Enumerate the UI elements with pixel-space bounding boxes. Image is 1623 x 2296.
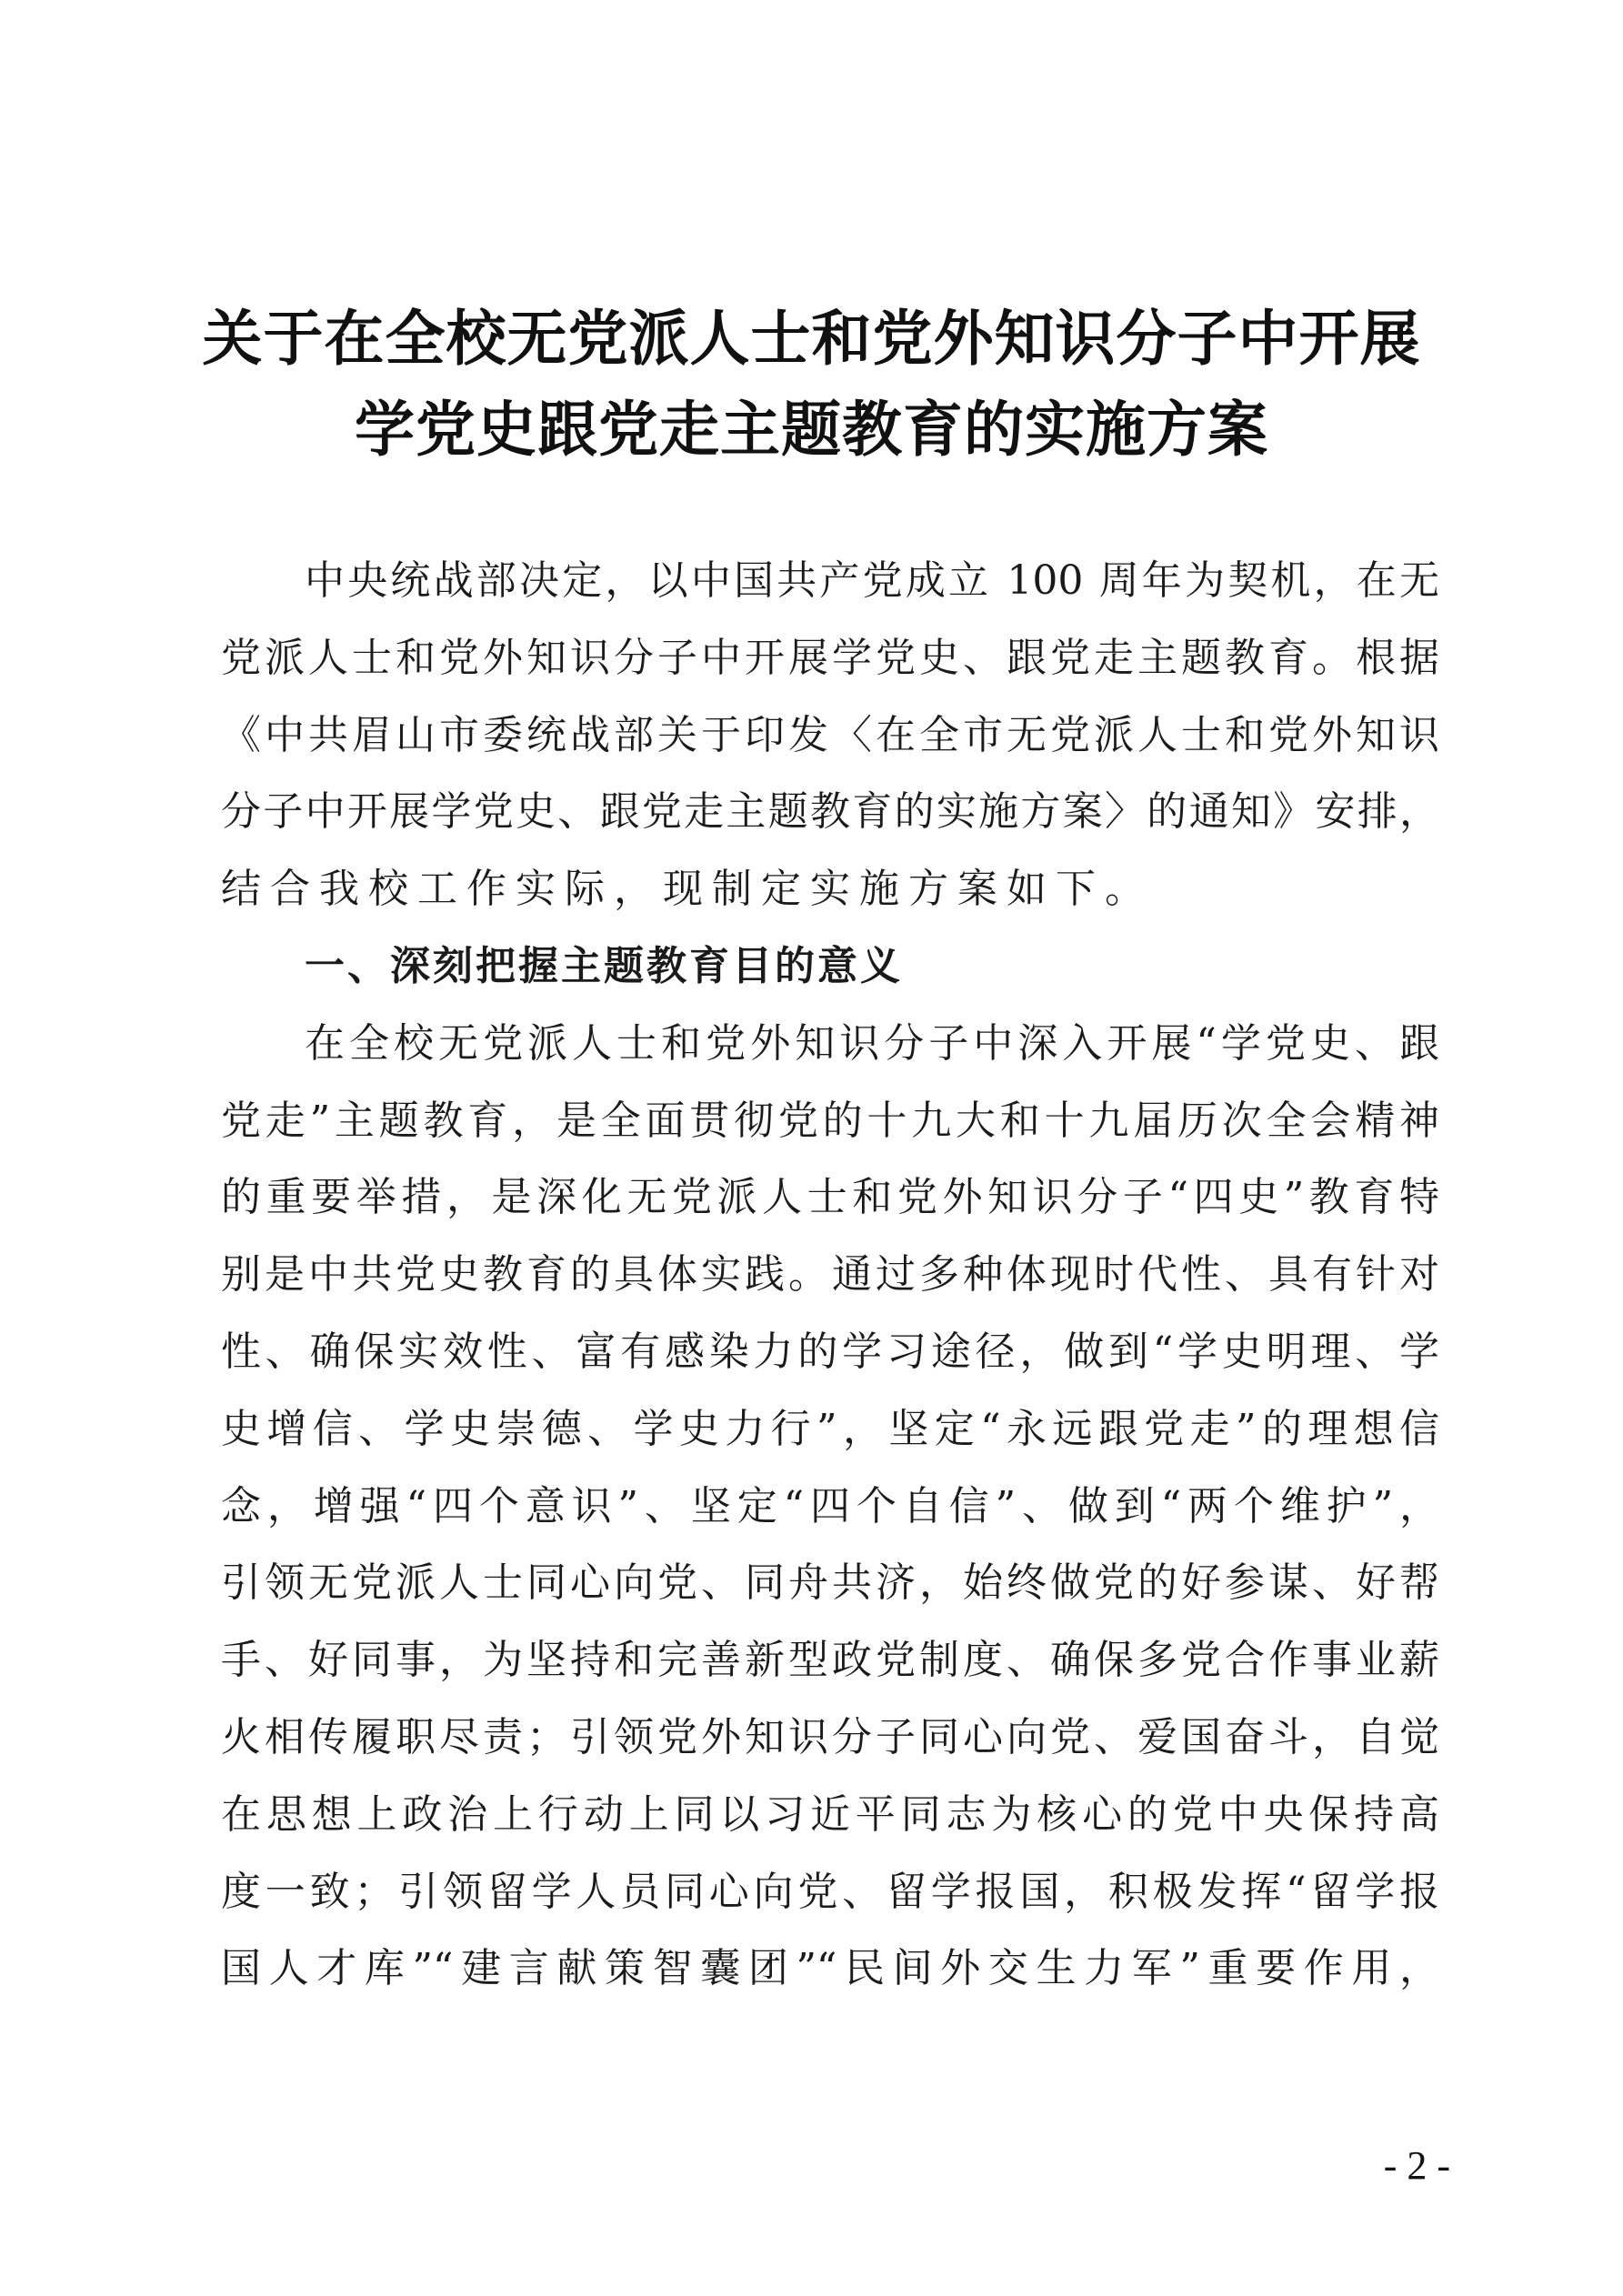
paragraph-line: 《中共眉山市委统战部关于印发〈在全市无党派人士和党外知识: [221, 711, 1439, 758]
paragraph-line: 度一致；引领留学人员同心向党、留学报国，积极发挥“留学报: [221, 1868, 1439, 1915]
paragraph-line: 念，增强“四个意识”、坚定“四个自信”、做到“两个维护”，: [221, 1482, 1439, 1529]
paragraph-line: 国人才库”“建言献策智囊团”“民间外交生力军”重要作用，: [221, 1945, 1439, 1992]
paragraph-line: 在全校无党派人士和党外知识分子中深入开展“学党史、跟: [305, 1019, 1439, 1067]
paragraph-line: 分子中开展学党史、跟党走主题教育的实施方案〉的通知》安排，: [221, 788, 1439, 836]
section-heading: 一、深刻把握主题教育目的意义: [305, 942, 903, 989]
paragraph-line: 在思想上政治上行动上同以习近平同志为核心的党中央保持高: [221, 1790, 1439, 1838]
page-number: - 2 -: [1383, 2143, 1450, 2188]
document-title-line-2: 学党史跟党走主题教育的实施方案: [355, 394, 1268, 465]
paragraph-line: 中央统战部决定，以中国共产党成立 100 周年为契机，在无: [305, 557, 1439, 604]
paragraph-line: 别是中共党史教育的具体实践。通过多种体现时代性、具有针对: [221, 1251, 1439, 1298]
paragraph-line: 党派人士和党外知识分子中开展学党史、跟党走主题教育。根据: [221, 634, 1439, 681]
paragraph-line: 性、确保实效性、富有感染力的学习途径，做到“学史明理、学: [221, 1328, 1439, 1375]
paragraph-line: 的重要举措，是深化无党派人士和党外知识分子“四史”教育特: [221, 1174, 1439, 1221]
document-body: [221, 543, 1439, 2008]
paragraph-line: 史增信、学史崇德、学史力行”，坚定“永远跟党走”的理想信: [221, 1405, 1439, 1452]
paragraph-line: 党走”主题教育，是全面贯彻党的十九大和十九届历次全会精神: [221, 1097, 1439, 1144]
paragraph-line: 火相传履职尽责；引领党外知识分子同心向党、爱国奋斗，自觉: [221, 1713, 1439, 1760]
paragraph-line: 引领无党派人士同心向党、同舟共济，始终做党的好参谋、好帮: [221, 1559, 1439, 1607]
document-title-line-1: 关于在全校无党派人士和党外知识分子中开展: [202, 303, 1421, 374]
paragraph-line: 手、好同事，为坚持和完善新型政党制度、确保多党合作事业薪: [221, 1637, 1439, 1684]
paragraph-line: 结合我校工作实际，现制定实施方案如下。: [221, 866, 1154, 913]
